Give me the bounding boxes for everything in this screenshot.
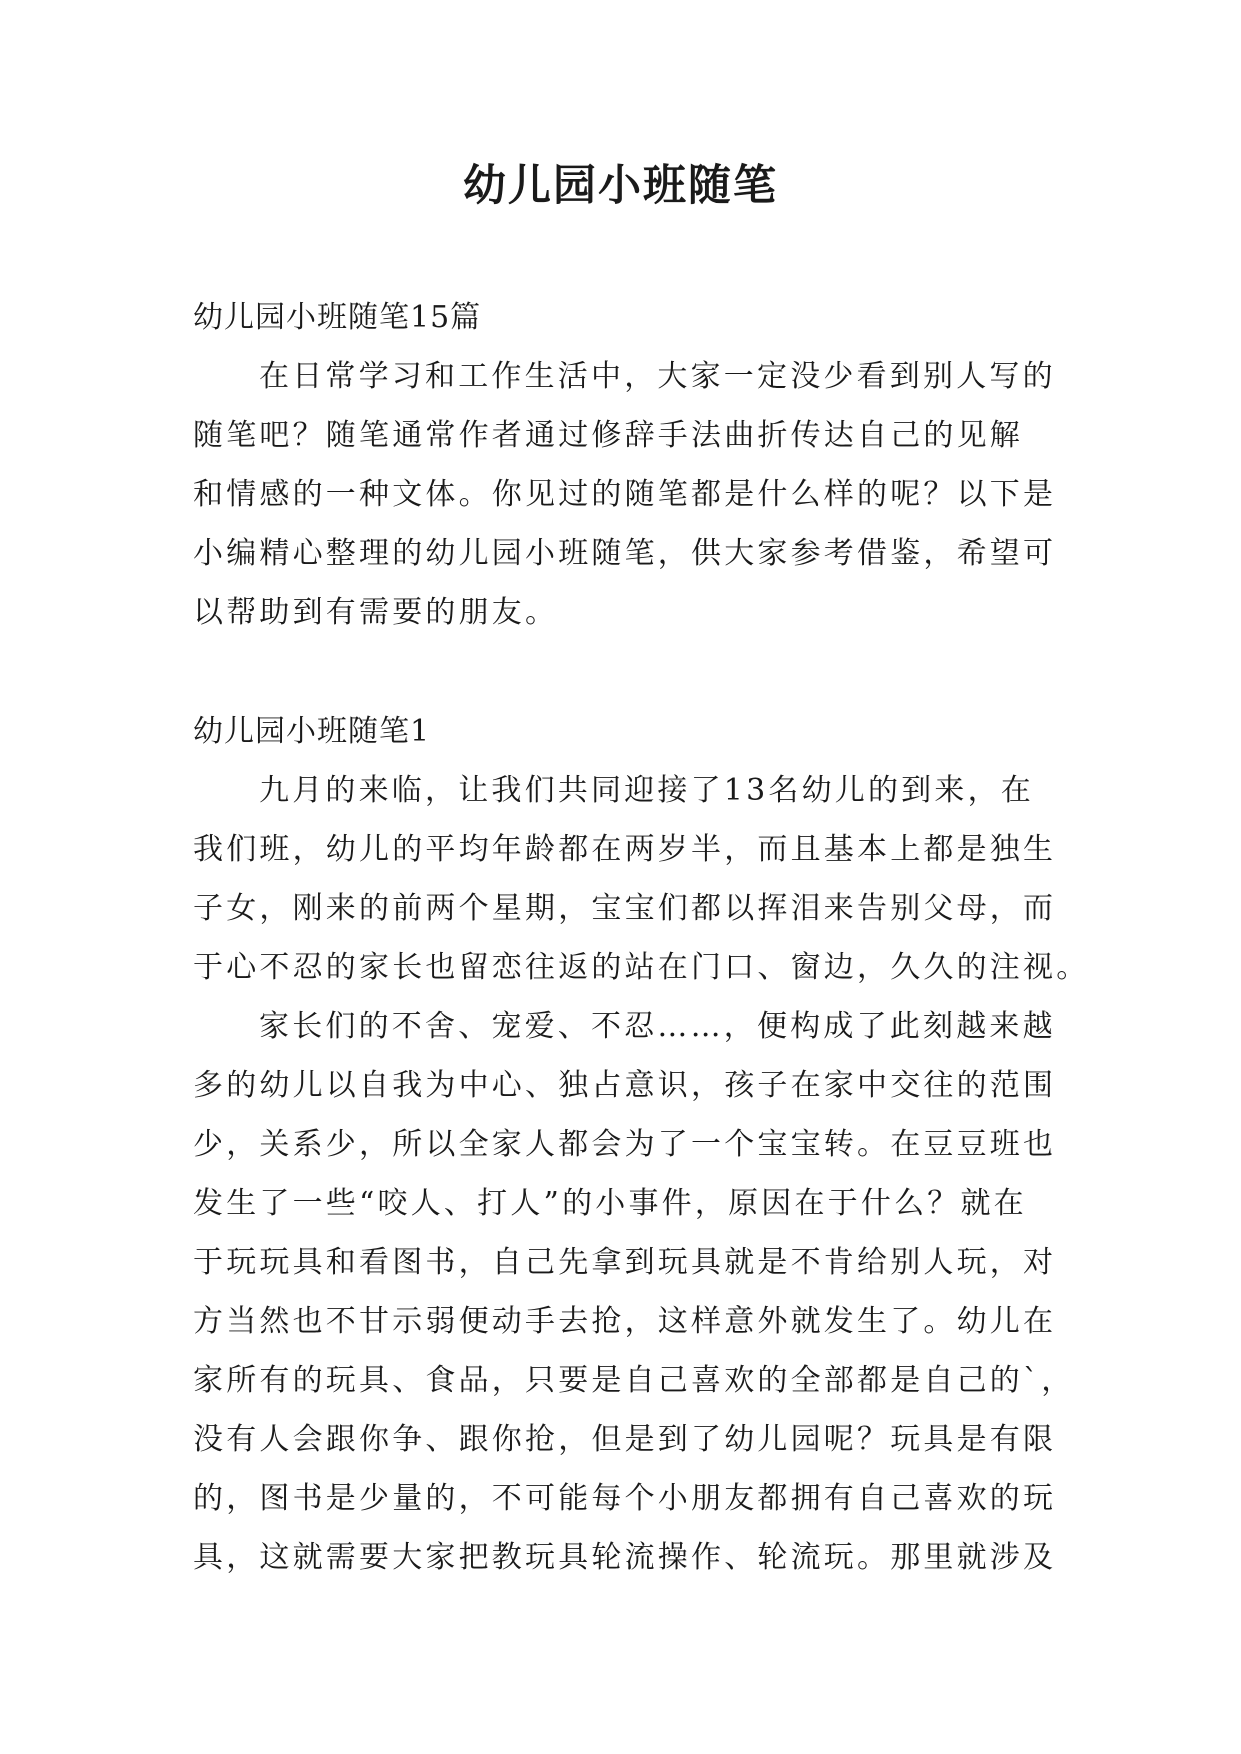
paragraph-line: 小编精心整理的幼儿园小班随笔，供大家参考借鉴，希望可 (193, 536, 1057, 571)
section-spacer (193, 642, 1053, 702)
paragraph-line: 子女，刚来的前两个星期，宝宝们都以挥泪来告别父母，而 (193, 891, 1057, 926)
paragraph-line: 和情感的一种文体。你见过的随笔都是什么样的呢？以下是 (193, 477, 1057, 512)
paragraph-line: 少，关系少，所以全家人都会为了一个宝宝转。在豆豆班也 (193, 1127, 1057, 1162)
paragraph-line: 具，这就需要大家把教玩具轮流操作、轮流玩。那里就涉及 (193, 1540, 1057, 1575)
paragraph-line: 随笔吧？随笔通常作者通过修辞手法曲折传达自己的见解 (193, 418, 1023, 453)
paragraph-line: 没有人会跟你争、跟你抢，但是到了幼儿园呢？玩具是有限 (193, 1422, 1057, 1457)
section1-paragraph-1 (193, 761, 1090, 997)
paragraph-line: 家长们的不舍、宠爱、不忍……，便构成了此刻越来越 (259, 1009, 1056, 1044)
paragraph-line: 多的幼儿以自我为中心、独占意识，孩子在家中交往的范围 (193, 1068, 1057, 1103)
section1-heading: 幼儿园小班随笔1 (193, 714, 431, 749)
document-body (193, 288, 1090, 1587)
document-title: 幼儿园小班随笔 (463, 161, 778, 211)
paragraph-line: 在日常学习和工作生活中，大家一定没少看到别人写的 (259, 359, 1056, 394)
section1-paragraph-2 (193, 997, 1075, 1587)
intro-paragraph (193, 347, 1057, 642)
intro-heading: 幼儿园小班随笔15篇 (193, 300, 482, 335)
paragraph-line: 的，图书是少量的，不可能每个小朋友都拥有自己喜欢的玩 (193, 1481, 1057, 1516)
paragraph-line: 以帮助到有需要的朋友。 (193, 595, 559, 630)
paragraph-line: 方当然也不甘示弱便动手去抢，这样意外就发生了。幼儿在 (193, 1304, 1057, 1339)
paragraph-line: 于心不忍的家长也留恋往返的站在门口、窗边，久久的注视。 (193, 950, 1090, 985)
paragraph-line: 家所有的玩具、食品，只要是自己喜欢的全部都是自己的`， (193, 1363, 1075, 1398)
paragraph-line: 九月的来临，让我们共同迎接了13名幼儿的到来，在 (259, 773, 1034, 808)
paragraph-line: 发生了一些“咬人、打人”的小事件，原因在于什么？就在 (193, 1186, 1027, 1221)
paragraph-line: 我们班，幼儿的平均年龄都在两岁半，而且基本上都是独生 (193, 832, 1057, 867)
paragraph-line: 于玩玩具和看图书，自己先拿到玩具就是不肯给别人玩，对 (193, 1245, 1057, 1280)
